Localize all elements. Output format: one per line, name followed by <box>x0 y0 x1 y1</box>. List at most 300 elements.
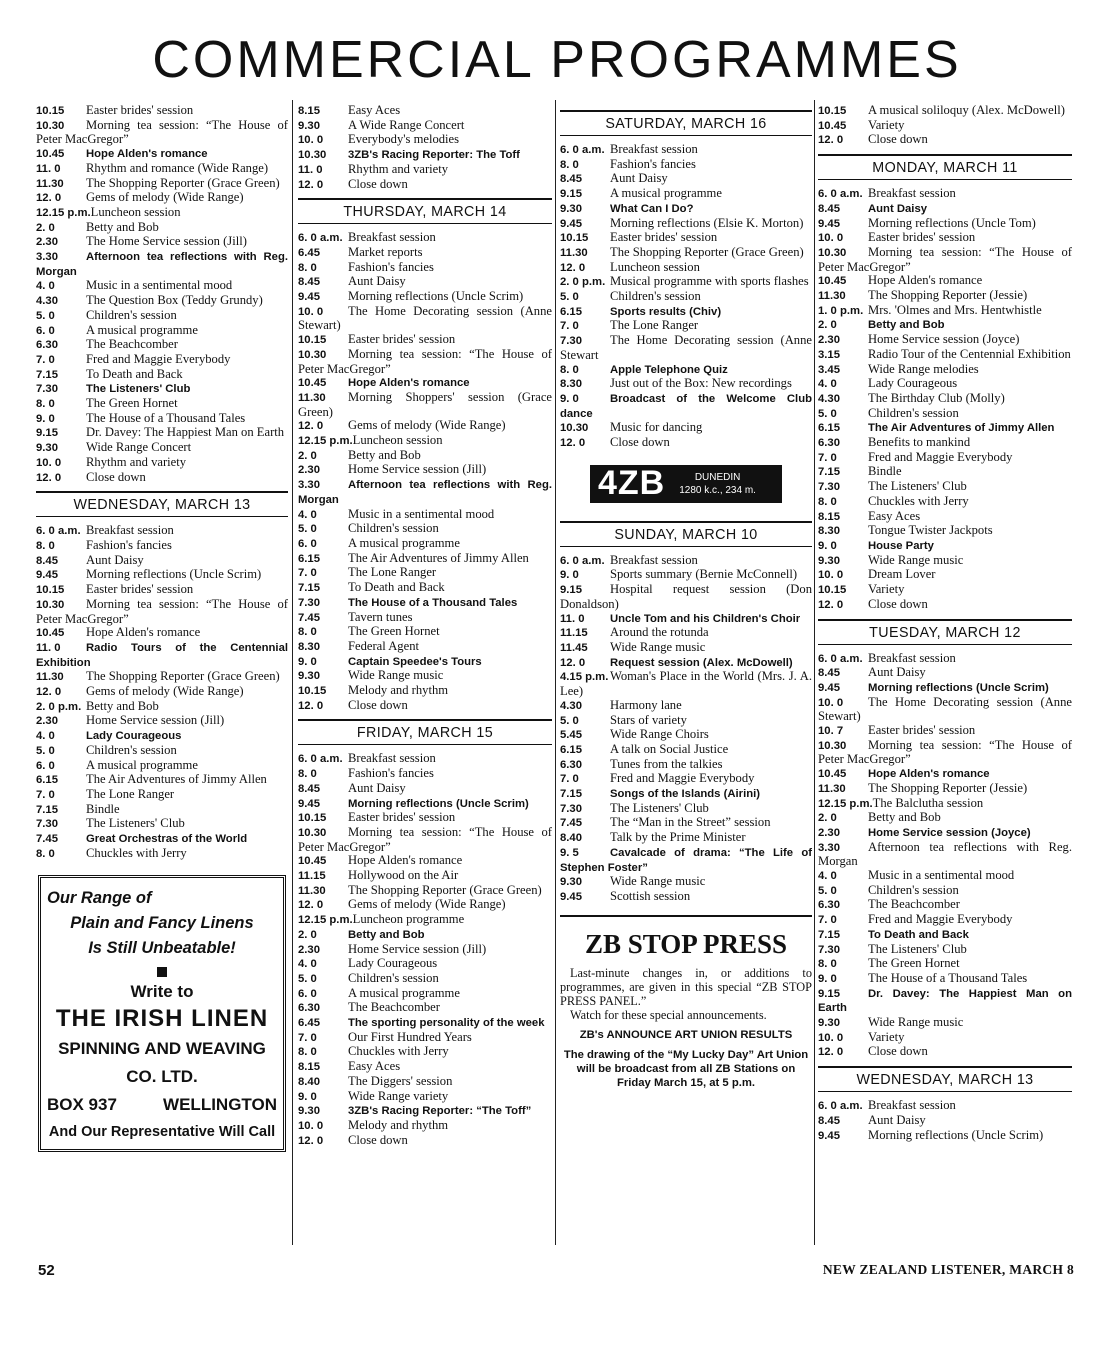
entry-title: Aunt Daisy <box>868 202 928 215</box>
programme-entry <box>298 987 552 1002</box>
programme-entry <box>560 656 812 671</box>
entry-time: 6.15 <box>560 743 582 756</box>
entry-time: 10.15 <box>818 105 847 117</box>
entry-title: Easter brides' session <box>348 332 456 347</box>
programme-entry <box>560 290 812 305</box>
programme-entry <box>298 1104 552 1119</box>
entry-title: Uncle Tom and his Children's Choir <box>610 612 801 625</box>
entry-time: 7.30 <box>298 596 320 609</box>
entry-time: 9. 5 <box>560 846 579 859</box>
entry-time: 12. 0 <box>560 437 586 450</box>
entry-time: 2.30 <box>36 236 58 249</box>
programme-entry <box>818 1114 1072 1129</box>
programme-entry <box>560 554 812 569</box>
programme-entry <box>818 598 1072 613</box>
entry-time: 7.45 <box>36 833 58 846</box>
column-1 <box>36 104 288 1152</box>
entry-title: Children's session <box>348 521 439 536</box>
programme-entry <box>298 640 552 655</box>
entry-title: Easter brides' session <box>868 230 976 245</box>
programme-entry <box>298 1060 552 1075</box>
entry-time: 9.15 <box>36 427 58 440</box>
station-logo <box>590 465 782 503</box>
programme-entry <box>560 568 812 583</box>
programme-entry <box>36 670 288 685</box>
entry-time: 7. 0 <box>298 567 317 580</box>
entry-time: 5. 0 <box>298 523 317 536</box>
entry-time: 4.30 <box>560 699 582 712</box>
programme-entry <box>818 246 1072 274</box>
entry-title: The Lone Ranger <box>348 565 437 580</box>
programme-entry <box>818 451 1072 466</box>
linen-advertisement <box>38 875 286 1152</box>
entry-time: 9. 0 <box>560 392 579 405</box>
entry-title: Home Service session (Joyce) <box>868 332 1020 347</box>
programme-entry <box>298 797 552 812</box>
entry-title: Music in a sentimental mood <box>868 868 1015 883</box>
ad-representative: And Our Representative Will Call <box>48 1124 276 1141</box>
programme-entry <box>818 554 1072 569</box>
page-title: COMMERCIAL PROGRAMMES <box>152 31 962 89</box>
entry-title: The Question Box (Teddy Grundy) <box>86 293 263 308</box>
programme-entry <box>298 552 552 567</box>
entry-title: Music in a sentimental mood <box>86 278 233 293</box>
page-number: 52 <box>38 1262 55 1279</box>
entry-title: Aunt Daisy <box>348 780 406 795</box>
entry-title: Children's session <box>86 307 177 322</box>
entry-title: Just out of the Box: New recordings <box>610 376 792 391</box>
entry-title: Close down <box>348 176 408 191</box>
programme-entry <box>818 767 1072 782</box>
ad-company: SPINNING AND WEAVING <box>58 1039 266 1059</box>
entry-title: What Can I Do? <box>610 202 694 215</box>
programme-entry <box>36 250 288 279</box>
entry-time: 2.30 <box>298 464 320 477</box>
entry-title: The sporting personality of the week <box>348 1017 545 1030</box>
entry-title: A musical programme <box>348 985 460 1000</box>
entry-time: 11.30 <box>298 391 326 404</box>
programme-entry <box>818 739 1072 767</box>
entry-time: 9.30 <box>818 554 840 567</box>
entry-time: 9.45 <box>818 217 840 230</box>
entry-title: Sports summary (Bernie McConnell) <box>610 567 798 582</box>
entry-title: To Death and Back <box>868 928 969 941</box>
programme-entry <box>560 377 812 392</box>
entry-time: 10.30 <box>36 119 65 132</box>
entry-title: Dr. Davey: The Happiest Man on Earth <box>818 987 1072 1015</box>
programme-entry <box>818 333 1072 348</box>
programme-entry <box>298 522 552 537</box>
programme-entry <box>298 972 552 987</box>
programme-entry <box>36 714 288 729</box>
programme-entry <box>560 846 812 875</box>
programme-entry <box>818 289 1072 304</box>
entry-title: Tavern tunes <box>348 609 413 624</box>
programme-entry <box>298 611 552 626</box>
entry-title: The Green Hornet <box>86 396 178 411</box>
entry-time: 11. 0 <box>560 612 585 625</box>
programme-entry <box>818 987 1072 1016</box>
entry-time: 11. 0 <box>298 163 323 176</box>
day-heading: WEDNESDAY, MARCH 13 <box>818 1066 1072 1092</box>
entry-time: 7.30 <box>818 481 840 494</box>
programme-entry <box>560 670 812 698</box>
programme-entry <box>298 928 552 943</box>
programme-entry <box>818 495 1072 510</box>
programme-entry <box>818 524 1072 539</box>
entry-title: Fashion's fancies <box>348 766 434 781</box>
entry-time: 11.30 <box>36 177 64 190</box>
programme-entry <box>818 231 1072 246</box>
programme-entry <box>298 275 552 290</box>
entry-title: The House of a Thousand Tales <box>868 970 1028 985</box>
entry-time: 10.15 <box>36 105 65 117</box>
entry-title: Morning tea session: “The House of Peter MacGregor” <box>298 824 552 854</box>
entry-title: Luncheon session <box>90 204 181 219</box>
entry-time: 4. 0 <box>298 958 317 971</box>
programme-entry <box>560 246 812 261</box>
entry-time: 10.45 <box>36 148 65 161</box>
programme-entry <box>36 177 288 192</box>
programme-entry <box>560 187 812 202</box>
programme-entry <box>818 972 1072 987</box>
entry-time: 6. 0 a.m. <box>298 753 343 766</box>
programme-entry <box>36 554 288 569</box>
programme-entry <box>36 641 288 670</box>
entry-time: 9.45 <box>818 1129 840 1142</box>
ad-company: CO. LTD. <box>126 1067 198 1087</box>
programme-entry <box>560 392 812 421</box>
entry-time: 7.30 <box>818 943 840 956</box>
entry-title: To Death and Back <box>86 366 183 381</box>
entry-title: A talk on Social Justice <box>610 741 729 756</box>
programme-entry <box>298 305 552 333</box>
programme-entry <box>36 700 288 715</box>
entry-title: Easter brides' session <box>86 103 194 117</box>
entry-time: 9.30 <box>298 119 320 132</box>
programme-entry <box>298 376 552 391</box>
entry-time: 10. 0 <box>818 696 844 709</box>
entry-time: 11. 0 <box>36 641 61 654</box>
programme-entry <box>36 353 288 368</box>
entry-time: 8. 0 <box>298 261 317 274</box>
programme-entry <box>298 684 552 699</box>
programme-entry <box>298 478 552 507</box>
programme-entry <box>560 334 812 362</box>
entry-time: 9.45 <box>818 681 840 694</box>
entry-title: Mrs. 'Olmes and Mrs. Hentwhistle <box>868 302 1042 317</box>
programme-entry <box>560 319 812 334</box>
entry-title: Morning reflections (Uncle Scrim) <box>868 681 1049 694</box>
entry-time: 10.45 <box>36 627 65 640</box>
entry-title: Close down <box>610 435 670 450</box>
programme-entry <box>818 304 1072 319</box>
entry-time: 10. 0 <box>298 1120 324 1132</box>
entry-title: Musical programme with sports flashes <box>610 274 809 289</box>
entry-time: 3.30 <box>36 251 58 264</box>
programme-entry <box>560 641 812 656</box>
entry-title: Morning tea session: “The House of Peter MacGregor” <box>818 244 1072 274</box>
entry-title: The Shopping Reporter (Jessie) <box>868 780 1028 795</box>
entry-title: Easter brides' session <box>348 810 456 825</box>
entry-title: Music for dancing <box>610 420 703 435</box>
entry-time: 7.30 <box>560 335 582 348</box>
programme-entry <box>298 1031 552 1046</box>
entry-time: 8.45 <box>818 1114 840 1127</box>
programme-entry <box>818 841 1072 869</box>
entry-title: The Air Adventures of Jimmy Allen <box>868 422 1055 435</box>
programme-entry <box>560 626 812 641</box>
programme-entry <box>298 231 552 246</box>
entry-time: 9.45 <box>560 890 582 903</box>
entry-time: 6.45 <box>298 246 320 259</box>
entry-title: Wide Range music <box>610 874 706 889</box>
entry-title: Aunt Daisy <box>348 274 406 289</box>
entry-time: 8.30 <box>560 378 582 391</box>
entry-title: Children's session <box>610 289 701 304</box>
entry-time: 12. 0 <box>818 134 844 147</box>
entry-time: 6. 0 <box>36 324 55 337</box>
entry-title: The Air Adventures of Jimmy Allen <box>348 550 529 565</box>
entry-title: Afternoon tea reflections with Reg. Morgan <box>818 839 1072 869</box>
entry-title: Stars of variety <box>610 712 687 727</box>
entry-time: 6. 0 a.m. <box>560 144 605 156</box>
entry-time: 9.45 <box>560 217 582 230</box>
entry-time: 8.40 <box>298 1075 320 1088</box>
programme-entry <box>298 333 552 348</box>
entry-time: 12. 0 <box>36 192 62 205</box>
entry-time: 2.30 <box>36 715 58 728</box>
entry-title: Children's session <box>868 405 959 420</box>
programme-entry <box>818 436 1072 451</box>
entry-time: 12.15 p.m. <box>298 435 353 448</box>
programme-entry <box>818 797 1072 812</box>
entry-time: 4. 0 <box>818 378 837 391</box>
entry-title: Betty and Bob <box>868 810 941 825</box>
entry-title: Wide Range Concert <box>86 440 192 455</box>
entry-title: Hope Alden's romance <box>86 148 208 161</box>
entry-title: Home Service session (Joyce) <box>868 826 1031 839</box>
entry-time: 12. 0 <box>36 686 62 699</box>
entry-time: 6. 0 a.m. <box>818 652 863 665</box>
entry-title: The Green Hornet <box>348 624 440 639</box>
entry-title: Morning reflections (Uncle Scrim) <box>86 567 262 582</box>
entry-time: 1. 0 p.m. <box>818 304 864 317</box>
programme-entry <box>36 773 288 788</box>
entry-title: Gems of melody (Wide Range) <box>86 684 244 699</box>
entry-title: Fashion's fancies <box>86 537 172 552</box>
programme-entry <box>560 202 812 217</box>
programme-entry <box>36 104 288 119</box>
programme-entry <box>560 728 812 743</box>
programme-entry <box>818 274 1072 289</box>
entry-time: 4.30 <box>818 392 840 405</box>
programme-entry <box>818 104 1072 119</box>
entry-title: The Balclutha session <box>872 795 984 810</box>
entry-time: 9.45 <box>298 797 320 810</box>
entry-title: Dream Lover <box>868 567 936 582</box>
programme-entry <box>298 957 552 972</box>
entry-time: 10. 0 <box>36 456 62 469</box>
entry-time: 10.30 <box>298 149 327 162</box>
entry-title: Rhythm and romance (Wide Range) <box>86 160 269 175</box>
entry-title: Wide Range music <box>868 1015 964 1030</box>
entry-title: The Birthday Club (Molly) <box>868 390 1005 405</box>
entry-title: Scottish session <box>610 888 691 903</box>
entry-time: 6. 0 a.m. <box>818 1100 863 1113</box>
entry-time: 10.45 <box>298 855 327 868</box>
programme-entry <box>298 434 552 449</box>
station-city: DUNEDIN <box>694 471 741 483</box>
entry-time: 6. 0 a.m. <box>36 525 81 538</box>
entry-time: 10.15 <box>298 334 327 347</box>
programme-entry <box>36 206 288 221</box>
entry-time: 5. 0 <box>818 884 837 897</box>
programme-entry <box>560 143 812 158</box>
programme-entry <box>298 943 552 958</box>
entry-time: 11.30 <box>560 246 588 259</box>
entry-title: 3ZB's Racing Reporter: “The Toff” <box>348 1105 532 1118</box>
entry-title: The Shopping Reporter (Grace Green) <box>348 882 542 897</box>
entry-title: Luncheon session <box>352 433 443 448</box>
station-call: 4ZB <box>598 464 666 503</box>
entry-title: The Air Adventures of Jimmy Allen <box>86 772 267 787</box>
entry-time: 9.15 <box>560 584 582 597</box>
entry-title: The Lone Ranger <box>610 318 699 333</box>
entry-time: 7. 0 <box>560 320 579 333</box>
entry-title: Melody and rhythm <box>348 683 449 698</box>
entry-time: 9.15 <box>818 987 840 1000</box>
entry-time: 4.15 p.m. <box>560 671 609 684</box>
ad-box: BOX 937 <box>47 1095 117 1115</box>
entry-title: Sports results (Chiv) <box>610 305 722 318</box>
entry-time: 9. 0 <box>36 412 55 425</box>
programme-entry <box>298 1001 552 1016</box>
entry-title: Betty and Bob <box>348 928 425 941</box>
programme-entry <box>298 1016 552 1031</box>
programme-entry <box>36 279 288 294</box>
entry-time: 10.30 <box>298 348 327 361</box>
entry-time: 8. 0 <box>36 847 55 860</box>
programme-entry <box>818 348 1072 363</box>
programme-entry <box>560 172 812 187</box>
programme-entry <box>36 788 288 803</box>
programme-entry <box>298 913 552 928</box>
programme-entry <box>560 758 812 773</box>
programme-entry <box>36 598 288 626</box>
programme-entry <box>818 465 1072 480</box>
entry-title: Easy Aces <box>348 1059 401 1074</box>
entry-title: Morning reflections (Uncle Scrim) <box>868 1127 1044 1142</box>
entry-time: 5. 0 <box>560 291 579 304</box>
entry-title: Close down <box>868 132 928 147</box>
station-details <box>679 471 756 497</box>
programme-entry <box>818 1031 1072 1046</box>
entry-time: 12.15 p.m. <box>298 914 353 927</box>
programme-entry <box>818 869 1072 884</box>
entry-title: Lady Courageous <box>348 956 438 971</box>
programme-entry <box>36 382 288 397</box>
programme-entry <box>560 699 812 714</box>
entry-time: 7. 0 <box>36 353 55 366</box>
entry-title: Hope Alden's romance <box>348 853 463 868</box>
entry-time: 10.15 <box>298 812 327 825</box>
programme-entry <box>560 890 812 905</box>
entry-time: 8.40 <box>560 832 582 845</box>
entry-time: 3.30 <box>298 479 320 492</box>
entry-time: 2. 0 <box>36 221 55 234</box>
ad-company: THE IRISH LINEN <box>55 1005 269 1033</box>
stop-press-text: Watch for these special announcements. <box>570 1007 767 1022</box>
programme-entry <box>818 480 1072 495</box>
entry-title: The Beachcomber <box>868 897 960 912</box>
entry-title: Easter brides' session <box>86 582 194 597</box>
programme-entry <box>818 652 1072 667</box>
entry-title: Afternoon tea reflections with Reg. Morgan <box>298 479 552 506</box>
entry-title: The Listeners' Club <box>868 941 967 956</box>
programme-entry <box>298 1090 552 1105</box>
entry-time: 7.30 <box>36 383 58 396</box>
programme-entry <box>298 391 552 419</box>
programme-entry <box>818 928 1072 943</box>
entry-title: Gems of melody (Wide Range) <box>86 190 244 205</box>
entry-title: Luncheon session <box>610 259 700 274</box>
entry-time: 6.30 <box>36 339 58 352</box>
entry-title: Fred and Maggie Everybody <box>868 449 1013 464</box>
entry-title: A musical programme <box>86 757 198 772</box>
programme-entry <box>36 162 288 177</box>
programme-entry <box>560 816 812 831</box>
entry-title: Aunt Daisy <box>868 1112 926 1127</box>
stop-press-text: Last-minute changes in, or additions to programmes, are given in this special “ZB STOP PRESS PANEL.” <box>560 965 812 1008</box>
publication-footer: NEW ZEALAND LISTENER, MARCH 8 <box>822 1262 1074 1277</box>
entry-time: 10. 0 <box>818 232 844 245</box>
entry-title: Variety <box>868 1029 905 1044</box>
entry-time: 2. 0 p.m. <box>560 276 606 289</box>
entry-title: Wide Range variety <box>348 1088 449 1103</box>
entry-time: 12. 0 <box>36 471 62 484</box>
entry-time: 6.15 <box>818 422 840 435</box>
programme-entry <box>818 782 1072 797</box>
entry-title: Great Orchestras of the World <box>86 833 248 846</box>
entry-title: Morning reflections (Uncle Scrim) <box>348 797 529 810</box>
programme-entry <box>36 471 288 486</box>
entry-time: 2. 0 <box>818 319 837 332</box>
entry-title: The Green Hornet <box>868 956 960 971</box>
programme-entry <box>560 158 812 173</box>
entry-time: 2. 0 <box>298 449 317 462</box>
programme-entry <box>36 524 288 539</box>
entry-title: The Listeners' Club <box>86 383 191 396</box>
programme-entry <box>560 261 812 276</box>
entry-title: Breakfast session <box>868 186 956 201</box>
programme-entry <box>298 449 552 464</box>
programme-entry <box>298 811 552 826</box>
entry-title: Hope Alden's romance <box>868 768 990 781</box>
entry-title: The “Man in the Street” session <box>610 815 771 830</box>
entry-title: The Shopping Reporter (Grace Green) <box>86 175 280 190</box>
entry-title: Betty and Bob <box>348 447 421 462</box>
programme-entry <box>298 537 552 552</box>
programme-entry <box>818 363 1072 378</box>
entry-time: 4. 0 <box>36 280 55 293</box>
programme-entry <box>36 324 288 339</box>
programme-entry <box>818 407 1072 422</box>
programme-entry <box>36 147 288 162</box>
entry-time: 6. 0 <box>298 987 317 1000</box>
programme-entry <box>298 119 552 134</box>
programme-entry <box>818 898 1072 913</box>
